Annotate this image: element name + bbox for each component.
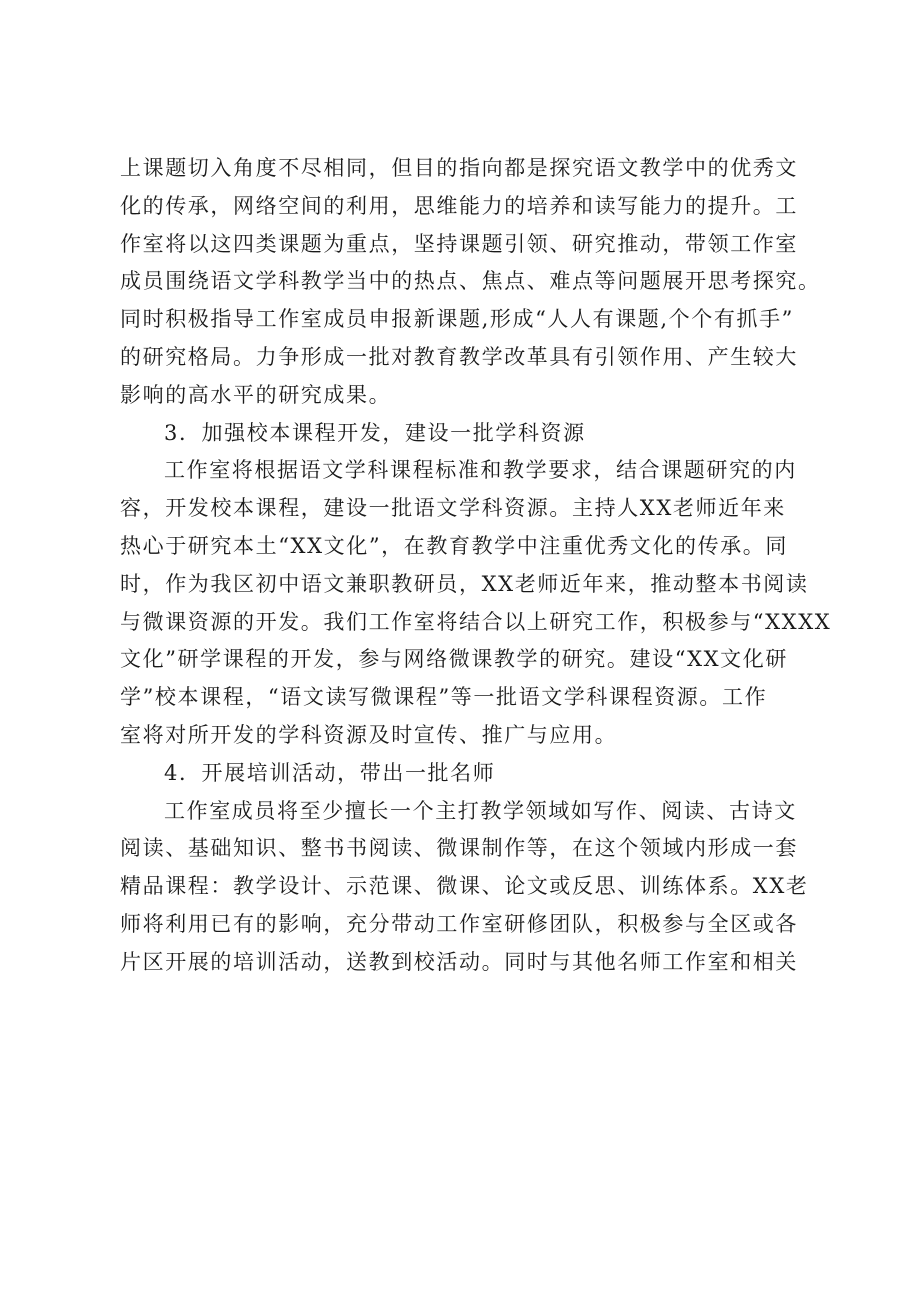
paragraph-line: 室将对所开发的学科资源及时宣传、推广与应用。 (120, 722, 618, 747)
paragraph-line: 与微课资源的开发。我们工作室将结合以上研究工作，积极参与“XXXX (120, 609, 832, 634)
section-heading: 4．开展培训活动，带出一批名师 (164, 760, 496, 785)
paragraph-line: 的研究格局。力争形成一批对教育教学改革具有引领作用、产生较大 (120, 344, 798, 369)
paragraph-line: 化的传承，网络空间的利用，思维能力的培养和读写能力的提升。工 (120, 193, 798, 218)
paragraph-line: 阅读、基础知识、整书书阅读、微课制作等，在这个领域内形成一套 (120, 836, 798, 861)
paragraph-line: 精品课程：教学设计、示范课、微课、论文或反思、训练体系。XX老 (120, 874, 809, 899)
paragraph-line: 文化”研学课程的开发，参与网络微课教学的研究。建设“XX文化研 (120, 647, 788, 672)
paragraph-line: 片区开展的培训活动，送教到校活动。同时与其他名师工作室和相关 (120, 949, 798, 974)
paragraph-line: 同时积极指导工作室成员申报新课题,形成“人人有课题,个个有抓手” (120, 307, 795, 332)
paragraph-line: 学”校本课程，“语文读写微课程”等一批语文学科课程资源。工作 (120, 685, 768, 710)
paragraph-line: 热心于研究本土“XX文化”，在教育教学中注重优秀文化的传承。同 (120, 533, 788, 558)
paragraph-line: 工作室成员将至少擅长一个主打教学领域如写作、阅读、古诗文 (164, 798, 797, 823)
body-text (120, 150, 832, 982)
paragraph-line: 师将利用已有的影响，充分带动工作室研修团队，积极参与全区或各 (120, 911, 798, 936)
paragraph-line: 影响的高水平的研究成果。 (120, 382, 392, 407)
paragraph-line: 成员围绕语文学科教学当中的热点、焦点、难点等问题展开思考探究。 (120, 269, 821, 294)
section-heading: 3．加强校本课程开发，建设一批学科资源 (164, 420, 586, 445)
paragraph-line: 容，开发校本课程，建设一批语文学科资源。主持人XX老师近年来 (120, 496, 786, 521)
paragraph-line: 工作室将根据语文学科课程标准和教学要求，结合课题研究的内 (164, 458, 797, 483)
paragraph-line: 时，作为我区初中语文兼职教研员，XX老师近年来，推动整本书阅读 (120, 571, 809, 596)
paragraph-line: 作室将以这四类课题为重点，坚持课题引领、研究推动，带领工作室 (120, 231, 798, 256)
paragraph-line: 上课题切入角度不尽相同，但目的指向都是探究语文教学中的优秀文 (120, 156, 798, 180)
